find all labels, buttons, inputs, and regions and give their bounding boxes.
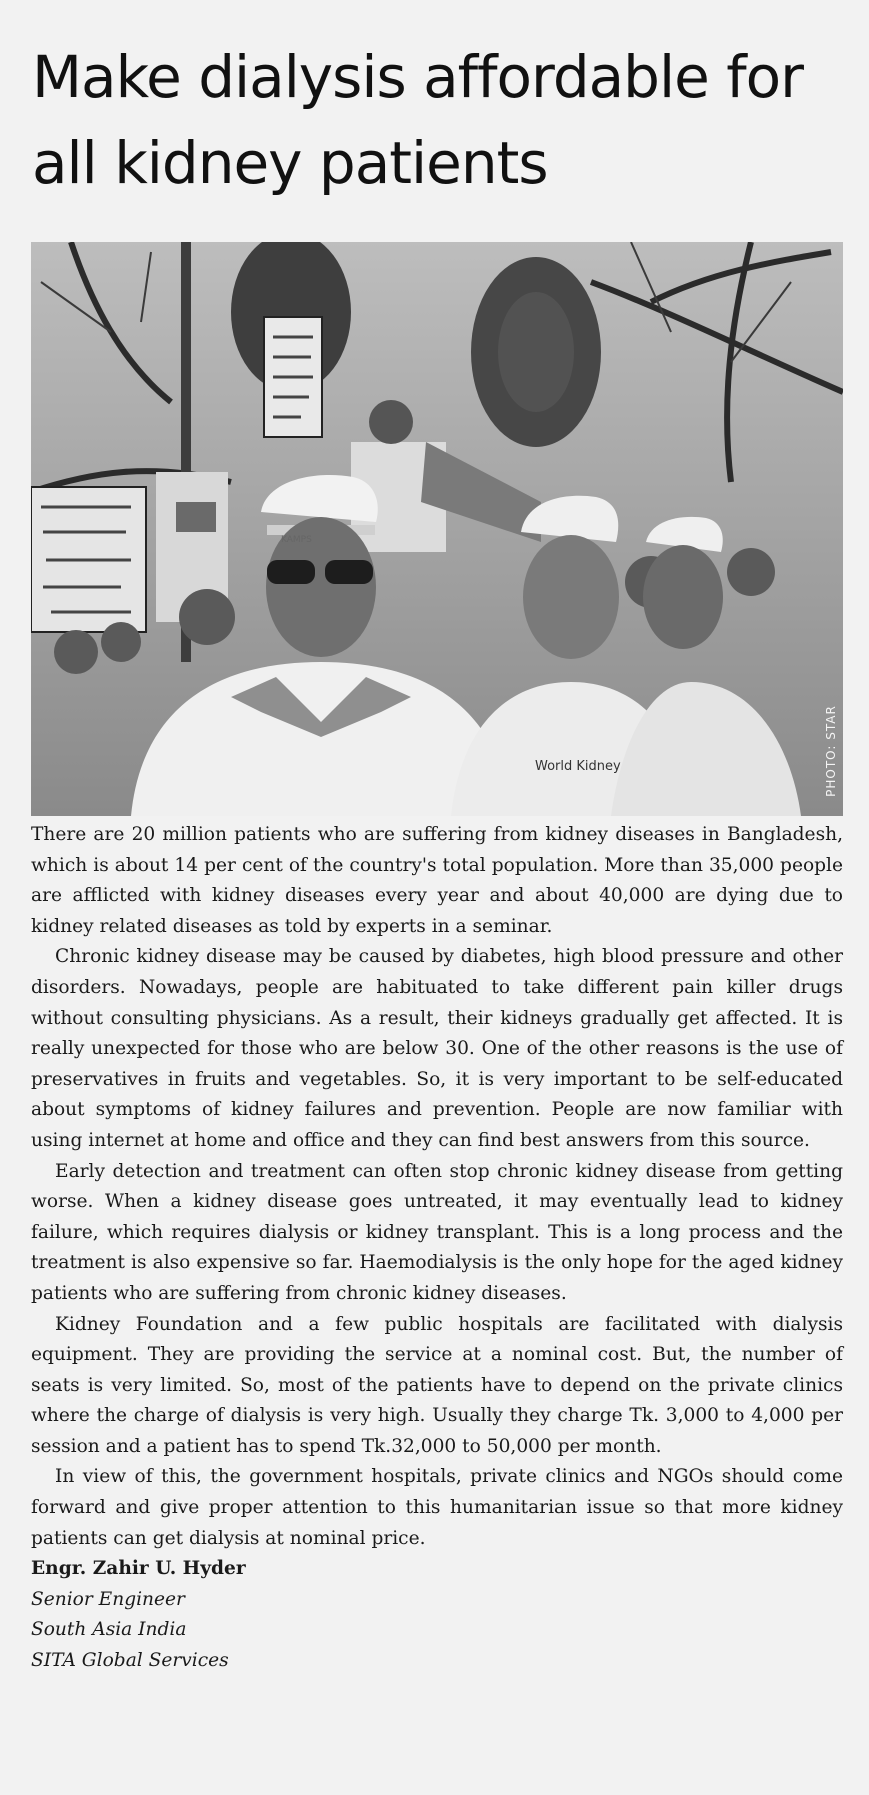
photo-credit-text: PHOTO: STAR [824,705,838,797]
paragraph: Kidney Foundation and a few public hospitals are facilitated with dialysis equipment. They are providing the service at a nominal cost. But, the number of seats is very limited. So, most of the patients have to depend on the private clinics where the charge of dialysis is very high. Usually they charge Tk. 3,000 to 4,000 per session and a patient has to spend Tk.32,000 to 50,000 per month. [31,1313,843,1457]
author-title: Senior Engineer [31,1588,185,1610]
author-name: Engr. Zahir U. Hyder [31,1558,246,1580]
author-region: South Asia India [31,1619,187,1641]
rally-photo [31,242,843,816]
shirt-logo-text: World Kidney [535,759,621,774]
rally-photo-illustration [31,242,843,816]
headline: Make dialysis affordable for all kidney patients [32,43,803,197]
cap-text: KAMPS [281,535,312,545]
photo-credit [821,686,841,816]
paragraph: Chronic kidney disease may be caused by diabetes, high blood pressure and other disorders. Nowadays, people are habituated to take different pain killer drugs without consulting physicians. As a result, their kidneys gradually get affected. It is really unexpected for those who are below 30. One of the other reasons is the use of preservatives in fruits and vegetables. So, it is very important to be self-educated about symptoms of kidney failures and prevention. People are now familiar with using internet at home and office and they can find best answers from this source. [31,946,843,1151]
paragraph: In view of this, the government hospitals, private clinics and NGOs should come forward and give proper attention to this humanitarian issue so that more kidney patients can get dialysis at nominal price. [31,1466,843,1549]
paragraph: There are 20 million patients who are suffering from kidney diseases in Bangladesh, which is about 14 per cent of the country's total population. More than 35,000 people are afflicted with kidney diseases every year and about 40,000 are dying due to kidney related diseases as told by experts in a seminar. [31,824,843,937]
author-company: SITA Global Services [31,1650,229,1672]
paragraph: Early detection and treatment can often stop chronic kidney disease from getting worse. When a kidney disease goes untreated, it may eventually lead to kidney failure, which requires dialysis or kidney transplant. This is a long process and the treatment is also expensive so far. Haemodialysis is the only hope for the aged kidney patients who are suffering from chronic kidney diseases. [31,1160,843,1304]
article-body [31,820,843,1677]
